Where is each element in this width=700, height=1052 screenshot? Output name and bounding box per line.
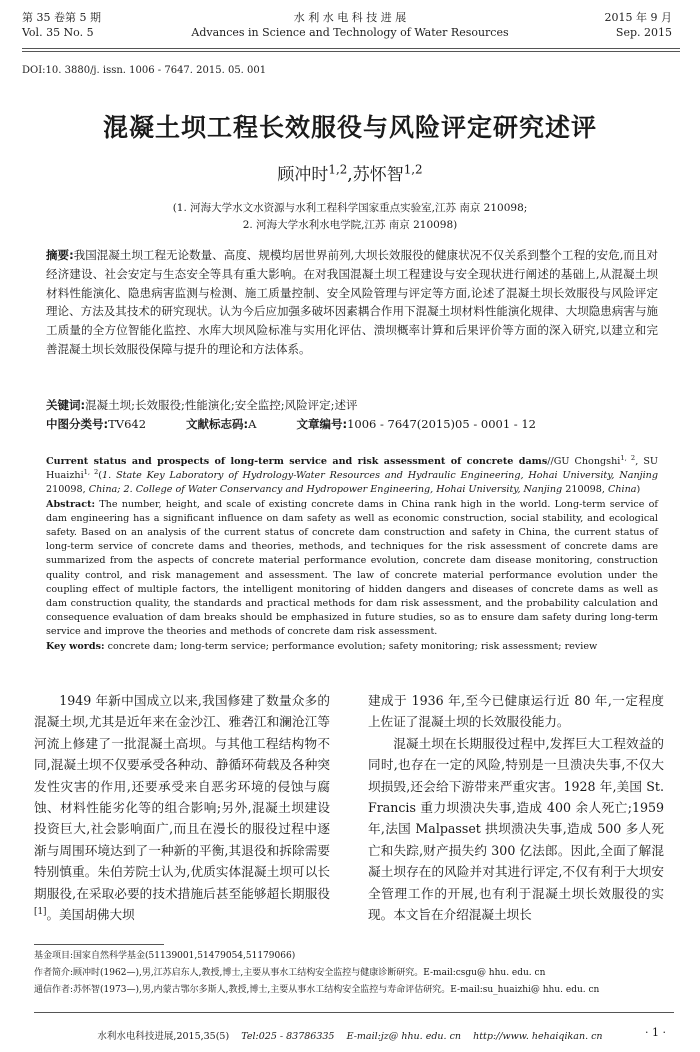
author-2-affil: 1,2: [403, 162, 423, 177]
author-separator: ,: [347, 165, 353, 185]
english-keywords-text: concrete dam; long-term service; performance evolution; safety monitoring; risk assessment; review: [107, 640, 598, 652]
journal-name-en: Advances in Science and Technology of Water Resources: [191, 26, 509, 39]
doc-code-value: A: [248, 417, 257, 431]
body-column-left: [34, 690, 330, 925]
abstract-cn-text: 我国混凝土坝工程无论数量、高度、规模均居世界前列,大坝长效服役的健康状况不仅关系到整个工程的安危,而且对经济建设、社会安定与生态安全等具有重大影响。在对我国混凝土坝工程建设与安全现状进行阐述的基础上,从混凝土坝材料性能演化、隐患病害监测与检测、施工质量控制、安全风险管理与评定等方面,论述了混凝土坝长效服役与风险评定理论、方法及其技术的研究现状。认为今后应加强多破坏因素耦合作用下混凝土坝材料性能演化规律、大坝隐患病害与施工质量的全方位智能化监控、水库大坝风险标准与实用化评估、溃坝概率计算和后果评价等方面的深入研究,以建立和完善混凝土坝长效服役保障与提升的理论和方法体系。: [46, 248, 658, 356]
citation-ref: [1]: [34, 906, 47, 917]
author-1: 顾冲时: [277, 165, 329, 185]
footnote-corresponding: 通信作者:苏怀智(1973—),男,内蒙古鄂尔多斯人,教授,博士,主要从事水工结构安全监控与寿命评估研究。E-mail:su_huaizhi@ hhu. edu. cn: [34, 985, 600, 995]
english-keywords: [46, 640, 658, 654]
volume-issue-cn: 第 35 卷第 5 期: [22, 11, 101, 24]
english-abstract-label: Abstract:: [46, 498, 96, 510]
page-number: · 1 ·: [645, 1026, 666, 1039]
issue-date-en: Sep. 2015: [615, 26, 672, 39]
english-author-1-affil: 1, 2: [620, 453, 636, 462]
english-affil-2-tail: 210098,: [562, 484, 608, 496]
footnote-rule: [34, 944, 164, 945]
classification-line: [46, 415, 666, 433]
authors-cn: [0, 160, 700, 185]
issue-date-cn: 2015 年 9 月: [604, 11, 672, 24]
keywords-cn-text: 混凝土坝;长效服役;性能演化;安全监控;风险评定;述评: [85, 398, 358, 412]
english-title-line: [46, 455, 658, 498]
article-number-value: 1006 - 7647(2015)05 - 0001 - 12: [347, 417, 536, 431]
english-affil-close: ): [636, 484, 641, 496]
footer-tel: Tel:025 - 83786335: [241, 1031, 335, 1042]
journal-name-cn: 水 利 水 电 科 技 进 展: [293, 11, 407, 24]
running-header-right: [605, 10, 672, 40]
author-2: 苏怀智: [352, 165, 404, 185]
english-affil-1: 1. State Key Laboratory of Hydrology-Water Resources and Hydraulic Engineering, Hohai University, Nanjing: [102, 470, 658, 482]
footnote-author: 作者简介:顾冲时(1962—),男,江苏启东人,教授,博士,主要从事水工结构安全监控与健康诊断研究。E-mail:csgu@ hhu. edu. cn: [34, 968, 546, 978]
running-header-center: [0, 10, 700, 40]
english-authors-mid: , SU Huaizhi: [46, 456, 658, 482]
english-affil-open: (: [98, 470, 103, 482]
english-affil-country-1: China: [88, 484, 118, 496]
keywords-cn: [46, 396, 658, 414]
paper-title: 混凝土坝工程长效服役与风险评定研究述评: [102, 113, 597, 142]
doi: DOI:10. 3880/j. issn. 1006 - 7647. 2015. 05. 001: [22, 65, 267, 76]
footer-url[interactable]: http://www. hehaiqikan. cn: [473, 1031, 603, 1042]
affiliations-cn: [0, 200, 700, 234]
body-paragraph-continued: 建成于 1936 年,至今已健康运行近 80 年,一定程度上佐证了混凝土坝的长效服役能力。: [368, 693, 664, 730]
header-rule-top: [22, 48, 680, 49]
abstract-cn: [46, 246, 658, 359]
body-left-tail: 。美国胡佛大坝: [46, 907, 135, 923]
english-keywords-label: Key words:: [46, 640, 105, 652]
keywords-cn-label: 关键词:: [46, 398, 86, 412]
english-affil-country-2: China: [607, 484, 637, 496]
article-number-label: 文章编号:: [296, 417, 348, 431]
author-1-affil: 1,2: [328, 162, 348, 177]
page-footer: [0, 1028, 700, 1042]
footer-journal: 水利水电科技进展,2015,35(5): [97, 1031, 230, 1042]
body-left-text: 1949 年新中国成立以来,我国修建了数量众多的混凝土坝,尤其是近年来在金沙江、雅砻江和澜沧江等河流上修建了一批混凝土高坝。与其他工程结构物不同,混凝土坝不仅要承受各种动、静循环荷载及各种突发性灾害的作用,还要承受来自恶劣环境的侵蚀与腐蚀、材料性能劣化等的组合影响;另外,混凝土坝建设投资巨大,社会影响面广,而且在漫长的服役过程中逐渐与周围环境达到了一种新的平衡,其退役和拆除需要特别慎重。朱伯芳院士认为,优质实体混凝土坝可以长期服役,在采取必要的技术措施后甚至能够超长期服役: [34, 693, 330, 901]
english-author-2-affil: 1, 2: [83, 468, 99, 477]
affiliation-line-2: 2. 河海大学水利水电学院,江苏 南京 210098): [242, 219, 458, 231]
body-paragraph: [34, 690, 330, 925]
english-affil-2: ; 2. College of Water Conservancy and Hydropower Engineering, Hohai University, Nanjing: [117, 484, 563, 496]
header-rule-bottom: [22, 51, 680, 52]
abstract-cn-label: 摘要:: [46, 248, 74, 262]
english-affil-1-tail: 210098,: [46, 484, 89, 496]
english-authors: //GU Chongshi: [547, 456, 621, 467]
footnote-fund: 基金项目:国家自然科学基金(51139001,51479054,51179066): [34, 951, 296, 961]
english-title: Current status and prospects of long-term service and risk assessment of concrete dams: [46, 456, 548, 467]
clc-label: 中图分类号:: [46, 417, 109, 431]
affiliation-line-1: (1. 河海大学水文水资源与水利工程科学国家重点实验室,江苏 南京 210098;: [172, 202, 528, 214]
english-abstract: [46, 498, 658, 640]
english-abstract-block: [46, 455, 658, 654]
english-abstract-text: The number, height, and scale of existing concrete dams in China rank high in the world. Long-term service of dam engineering has a significant influence on dam safety as well as economic construction, social stability, and ecological safety. Based on an analysis of the current status of concrete dam construction and safety in China, the current status of long-term service of concrete dams and theories, methods, and techniques for the risk assessment of concrete dams are summarized from the aspects of concrete material performance evolution, concrete dam disease monitoring, construction quality control, and risk management and assessment. The law of concrete material performance evolution under the coupling effect of multiple factors, the intelligent monitoring of hidden dangers and diseases of concrete dams as well as dam construction quality, the standards and practical methods for dam risk assessment, and the probability calculation and consequence evaluation of dam breaks should be emphasized in future studies, so as to ensure dam safety during long-term service and improve the theories and methods of concrete dam risk assessment.: [46, 498, 658, 638]
volume-issue-en: Vol. 35 No. 5: [22, 26, 94, 39]
footer-email: E-mail:jz@ hhu. edu. cn: [346, 1031, 462, 1042]
body-column-right: [368, 690, 664, 925]
footer-rule: [34, 1012, 674, 1013]
doc-code-label: 文献标志码:: [186, 417, 249, 431]
body-paragraph: 混凝土坝在长期服役过程中,发挥巨大工程效益的同时,也存在一定的风险,特别是一旦溃决失事,不仅大坝损毁,还会给下游带来严重灾害。1928 年,美国 St. Francis 重力坝溃决失事,造成 400 余人死亡;1959 年,法国 Malpasset 拱坝溃决失事,造成 500 多人死亡和失踪,财产损失约 300 亿法郎。因此,全面了解混凝土坝存在的风险并对其进行评定,不仅有利于大坝安全管理工作的开展,也有利于混凝土坝长效服役的实现。本文旨在介绍混凝土坝长: [368, 735, 664, 923]
clc-value: TV642: [108, 417, 147, 431]
